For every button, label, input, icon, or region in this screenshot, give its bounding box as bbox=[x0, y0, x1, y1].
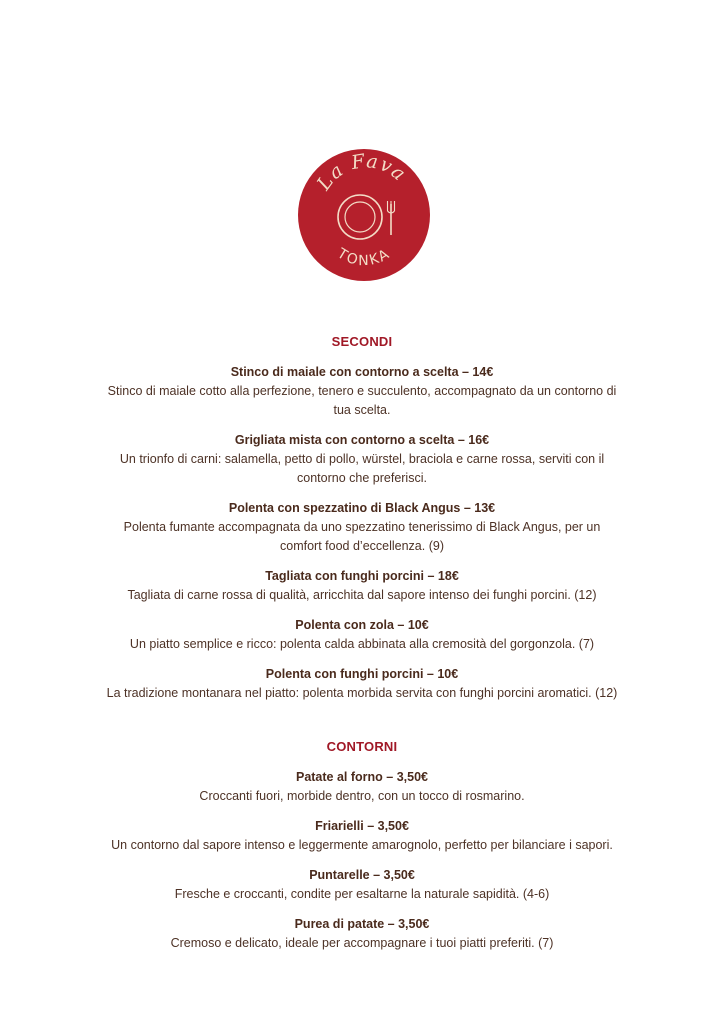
menu-item bbox=[40, 567, 684, 605]
item-name: Polenta con zola – 10€ bbox=[295, 618, 429, 632]
item-description: Un piatto semplice e ricco: polenta calda abbinata alla cremosità del gorgonzola. (7) bbox=[129, 637, 595, 651]
item-description: Un trionfo di carni: salamella, petto di pollo, würstel, braciola e carne rossa, serviti con il bbox=[119, 452, 605, 466]
menu-item bbox=[40, 363, 684, 420]
logo-emblem bbox=[298, 149, 430, 281]
item-name: Puntarelle – 3,50€ bbox=[309, 868, 415, 882]
item-description: Croccanti fuori, morbide dentro, con un tocco di rosmarino. bbox=[199, 789, 525, 803]
menu-item bbox=[40, 499, 684, 556]
item-name: Friarielli – 3,50€ bbox=[315, 819, 409, 833]
menu-item bbox=[40, 915, 684, 953]
menu-item bbox=[40, 665, 684, 703]
item-name: Grigliata mista con contorno a scelta – 16€ bbox=[234, 433, 490, 447]
item-name: Stinco di maiale con contorno a scelta – 14€ bbox=[230, 365, 494, 379]
secondi-title: SECONDI bbox=[331, 334, 393, 349]
menu-item bbox=[40, 768, 684, 806]
item-description: Polenta fumante accompagnata da uno spezzatino tenerissimo di Black Angus, per un bbox=[123, 520, 601, 534]
item-name: Tagliata con funghi porcini – 18€ bbox=[265, 569, 459, 583]
item-description-cont: tua scelta. bbox=[333, 403, 391, 417]
secondi-section bbox=[40, 334, 684, 703]
logo-text-bottom: TONKA bbox=[334, 245, 394, 270]
contorni-section bbox=[40, 739, 684, 953]
contorni-title: CONTORNI bbox=[326, 739, 398, 754]
item-name: Purea di patate – 3,50€ bbox=[294, 917, 430, 931]
item-name: Patate al forno – 3,50€ bbox=[295, 770, 428, 784]
item-description: Stinco di maiale cotto alla perfezione, tenero e succulento, accompagnato da un contorno di bbox=[107, 384, 617, 398]
item-description: Un contorno dal sapore intenso e leggermente amarognolo, perfetto per bilanciare i sapori. bbox=[111, 838, 613, 852]
menu-item bbox=[40, 431, 684, 488]
item-description: La tradizione montanara nel piatto: polenta morbida servita con funghi porcini aromatici. (12) bbox=[106, 686, 618, 700]
restaurant-logo bbox=[298, 149, 430, 281]
menu-item bbox=[40, 866, 684, 904]
menu-item bbox=[40, 817, 684, 855]
item-description-cont: contorno che preferisci. bbox=[297, 471, 427, 485]
item-name: Polenta con spezzatino di Black Angus – 13€ bbox=[228, 501, 496, 515]
menu-item bbox=[40, 616, 684, 654]
item-description-cont: comfort food d’eccellenza. (9) bbox=[280, 539, 444, 553]
logo-text-top: La Fava bbox=[312, 150, 411, 195]
item-name: Polenta con funghi porcini – 10€ bbox=[265, 667, 459, 681]
item-description: Tagliata di carne rossa di qualità, arricchita dal sapore intenso dei funghi porcini. (12) bbox=[127, 588, 597, 602]
item-description: Cremoso e delicato, ideale per accompagnare i tuoi piatti preferiti. (7) bbox=[170, 936, 554, 950]
item-description: Fresche e croccanti, condite per esaltarne la naturale sapidità. (4-6) bbox=[174, 887, 550, 901]
